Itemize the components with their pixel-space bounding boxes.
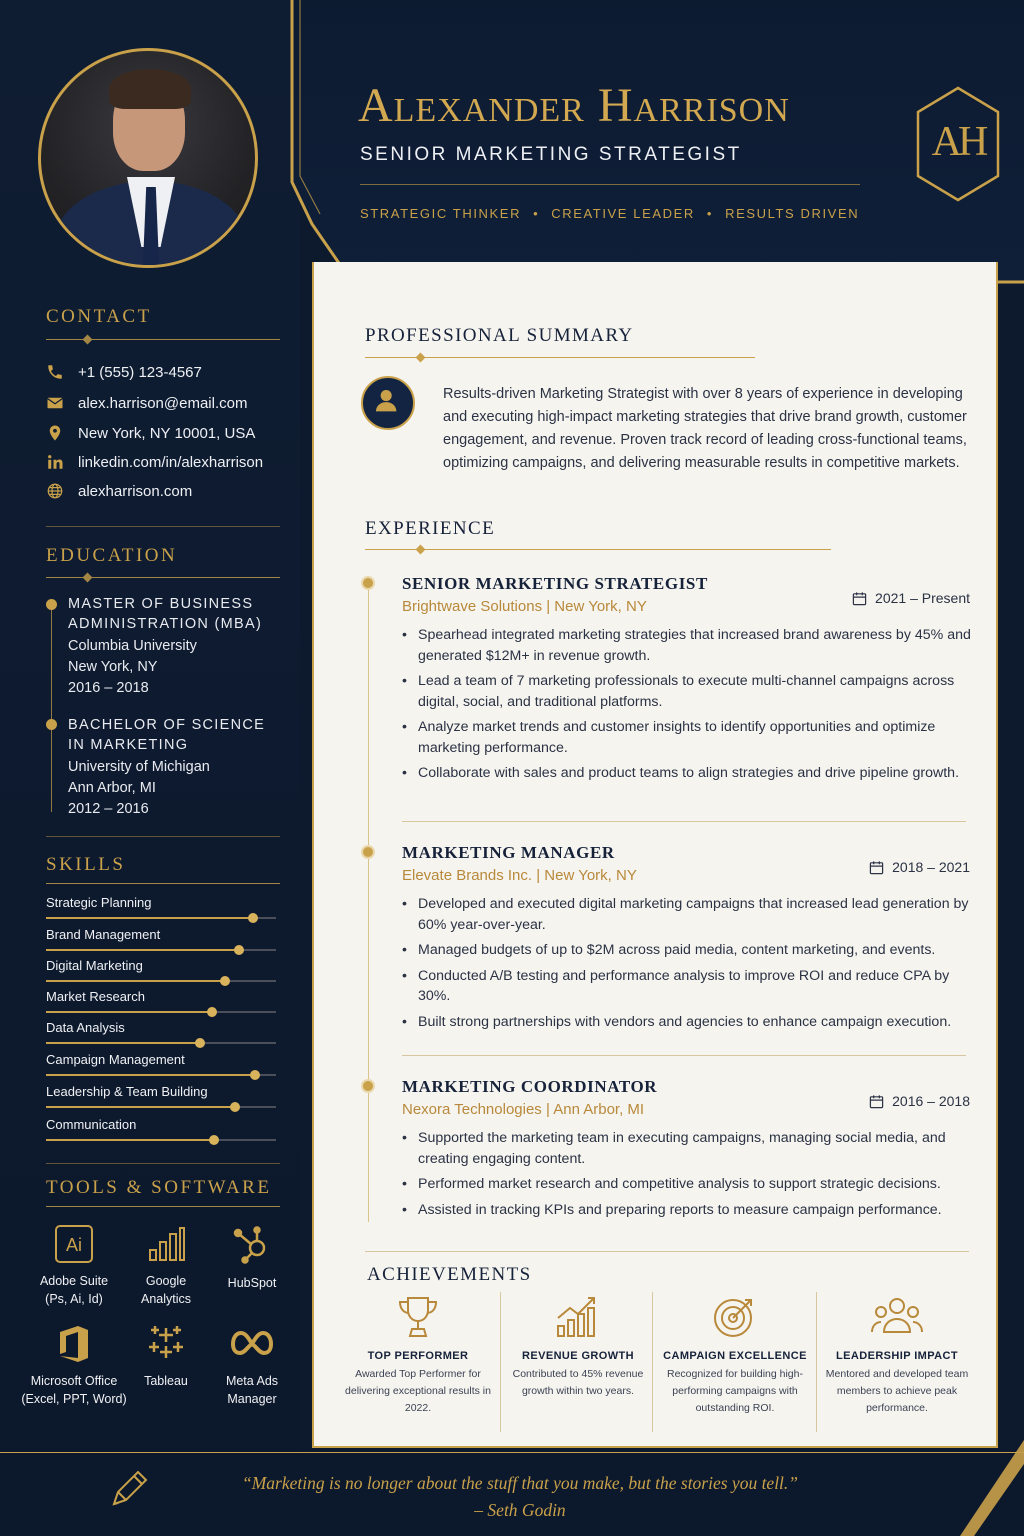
candidate-title: SENIOR MARKETING STRATEGIST — [360, 144, 742, 165]
email-icon — [46, 394, 64, 412]
education-item-mba — [68, 594, 288, 699]
job-entry — [402, 1077, 972, 1225]
job-bullet: • Analyze market trends and customer insights to identify opportunities and optimize marketing performance. — [402, 717, 972, 758]
achievement-title: REVENUE GROWTH — [522, 1350, 634, 1362]
summary-heading: PROFESSIONAL SUMMARY — [365, 325, 634, 346]
job-divider — [402, 1055, 966, 1056]
job-date-text: 2018 – 2021 — [892, 859, 970, 875]
tools-divider — [46, 1206, 280, 1207]
pen-icon — [106, 1466, 152, 1512]
trophy-icon — [394, 1294, 442, 1340]
job-dates — [869, 1093, 970, 1109]
skill-bar-knob — [230, 1102, 240, 1112]
summary-divider — [365, 357, 755, 358]
education-item-bs — [68, 715, 288, 820]
skill-bar — [46, 1139, 276, 1141]
calendar-icon — [869, 860, 884, 875]
job-date-text: 2016 – 2018 — [892, 1093, 970, 1109]
school-name: Columbia University — [68, 638, 197, 654]
job-title: MARKETING MANAGER — [402, 843, 615, 862]
tool-label: Google — [145, 1274, 187, 1288]
job-company: Elevate Brands Inc. | New York, NY — [402, 867, 637, 884]
divider — [46, 836, 280, 837]
timeline-dot — [361, 576, 375, 590]
education-heading: EDUCATION — [46, 545, 178, 566]
contact-email-text: alex.harrison@email.com — [78, 394, 248, 412]
job-bullet: • Lead a team of 7 marketing professionals to execute multi-channel campaigns across digital, social, and traditional platforms. — [402, 671, 972, 712]
job-company: Brightwave Solutions | New York, NY — [402, 598, 647, 615]
skill-item — [46, 1117, 276, 1132]
tool-sublabel: (Excel, PPT, Word) — [21, 1392, 127, 1406]
skill-item — [46, 1020, 276, 1035]
section-divider — [365, 1251, 969, 1252]
degree-title-cont: IN MARKETING — [68, 737, 189, 753]
candidate-name: Alexander Harrison — [358, 79, 790, 132]
skill-bar-fill — [46, 1106, 235, 1108]
skill-bar-knob — [248, 913, 258, 923]
achievement-divider — [500, 1292, 501, 1432]
skill-name: Strategic Planning — [46, 895, 152, 910]
calendar-icon — [869, 1094, 884, 1109]
skill-bar — [46, 917, 276, 919]
job-bullet: • Assisted in tracking KPIs and preparing reports to measure campaign performance. — [402, 1200, 972, 1221]
job-bullet: • Spearhead integrated marketing strategies that increased brand awareness by 45% and generated $12M+ in revenue growth. — [402, 625, 972, 666]
education-years: 2012 – 2016 — [68, 801, 149, 817]
contact-linkedin-text: linkedin.com/in/alexharrison — [78, 453, 264, 471]
job-title: MARKETING COORDINATOR — [402, 1077, 658, 1096]
degree-title: MASTER OF BUSINESS — [68, 596, 254, 612]
achievement-title: TOP PERFORMER — [367, 1350, 469, 1362]
skill-name: Digital Marketing — [46, 958, 143, 973]
achievement-divider — [816, 1292, 817, 1432]
skill-bar-fill — [46, 1011, 212, 1013]
skill-item — [46, 989, 276, 1004]
profile-icon — [361, 376, 415, 430]
footer-quote — [190, 1470, 850, 1524]
analytics-icon — [146, 1224, 186, 1264]
divider — [46, 526, 280, 527]
job-bullet: • Built strong partnerships with vendors and agencies to enhance campaign execution. — [402, 1012, 972, 1033]
school-name: University of Michigan — [68, 759, 210, 775]
team-icon — [871, 1294, 923, 1340]
growth-chart-icon — [554, 1294, 602, 1340]
office-icon — [56, 1324, 92, 1364]
skill-bar-knob — [207, 1007, 217, 1017]
skill-bar — [46, 1011, 276, 1013]
education-dot — [46, 599, 57, 610]
contact-email[interactable] — [46, 391, 247, 415]
footer-corner-ornament — [960, 1440, 1024, 1536]
skill-name: Leadership & Team Building — [46, 1084, 208, 1099]
hubspot-icon — [231, 1222, 273, 1266]
divider — [46, 1163, 280, 1164]
skill-name: Data Analysis — [46, 1020, 125, 1035]
tool-meta-ads — [197, 1324, 307, 1408]
skill-name: Brand Management — [46, 927, 161, 942]
adobe-icon — [54, 1224, 94, 1264]
tools-heading: TOOLS & SOFTWARE — [46, 1177, 272, 1198]
contact-divider — [46, 339, 280, 340]
skill-item — [46, 895, 276, 910]
contact-heading: CONTACT — [46, 306, 152, 327]
job-bullet: • Supported the marketing team in executing campaigns, managing social media, and creating engaging content. — [402, 1128, 972, 1169]
job-date-text: 2021 – Present — [875, 590, 970, 606]
job-bullets — [402, 1128, 972, 1220]
tool-hubspot — [197, 1222, 307, 1292]
job-bullet: • Managed budgets of up to $2M across paid media, content marketing, and events. — [402, 940, 972, 961]
achievement-desc: Awarded Top Performer for delivering exceptional results in 2022. — [345, 1368, 491, 1414]
degree-title: BACHELOR OF SCIENCE — [68, 717, 266, 733]
target-icon — [711, 1294, 759, 1340]
experience-timeline — [368, 590, 369, 1222]
profile-photo — [38, 48, 258, 268]
achievement-desc: Mentored and developed team members to achieve peak performance. — [825, 1368, 969, 1414]
contact-linkedin[interactable] — [46, 450, 263, 474]
skill-item — [46, 927, 276, 942]
tool-label: Meta Ads — [225, 1374, 279, 1388]
skill-item — [46, 958, 276, 973]
location-icon — [46, 424, 64, 442]
tagline-item: STRATEGIC THINKER — [360, 206, 522, 221]
contact-website-text: alexharrison.com — [78, 482, 193, 500]
skill-bar-fill — [46, 1042, 200, 1044]
skill-bar — [46, 980, 276, 982]
skill-bar-fill — [46, 980, 225, 982]
monogram-text: AH — [931, 119, 985, 165]
tableau-icon — [145, 1322, 187, 1364]
skills-heading: SKILLS — [46, 854, 126, 875]
contact-phone[interactable] — [46, 360, 202, 384]
skill-bar — [46, 1106, 276, 1108]
job-dates — [869, 859, 970, 875]
quote-text: “Marketing is no longer about the stuff that you make, but the stories you tell.” — [241, 1473, 799, 1493]
job-entry — [402, 574, 972, 789]
skill-name: Market Research — [46, 989, 145, 1004]
job-entry — [402, 843, 972, 1037]
linkedin-icon — [46, 453, 64, 471]
globe-icon — [46, 482, 64, 500]
achievement-leadership-impact — [822, 1294, 972, 1417]
education-dot — [46, 719, 57, 730]
achievement-title: LEADERSHIP IMPACT — [836, 1350, 958, 1362]
contact-location-text: New York, NY 10001, USA — [78, 424, 256, 442]
timeline-dot — [361, 845, 375, 859]
job-bullet: • Performed market research and competitive analysis to support strategic decisions. — [402, 1174, 972, 1195]
achievement-revenue-growth — [503, 1294, 653, 1400]
job-title: SENIOR MARKETING STRATEGIST — [402, 574, 708, 593]
skill-name: Communication — [46, 1117, 137, 1132]
skill-item — [46, 1052, 276, 1067]
skill-bar-fill — [46, 1074, 255, 1076]
tool-sublabel: Manager — [227, 1392, 277, 1406]
job-bullet: • Collaborate with sales and product teams to align strategies and drive pipeline growth. — [402, 763, 972, 784]
tool-label: Adobe Suite — [39, 1274, 109, 1288]
achievement-desc: Contributed to 45% revenue growth within two years. — [512, 1368, 644, 1397]
achievements-heading: ACHIEVEMENTS — [367, 1264, 532, 1285]
skills-divider — [46, 883, 280, 884]
achievement-desc: Recognized for building high-performing campaigns with outstanding ROI. — [666, 1368, 803, 1414]
job-company: Nexora Technologies | Ann Arbor, MI — [402, 1101, 645, 1118]
calendar-icon — [852, 591, 867, 606]
header-banner — [290, 0, 1024, 282]
tagline-bullet: • — [533, 206, 540, 221]
experience-heading: EXPERIENCE — [365, 518, 496, 539]
contact-website[interactable] — [46, 479, 192, 503]
skill-bar — [46, 1074, 276, 1076]
school-location: New York, NY — [68, 659, 158, 675]
education-divider — [46, 577, 280, 578]
skill-bar — [46, 949, 276, 951]
tagline-item: CREATIVE LEADER — [551, 206, 695, 221]
job-bullets — [402, 894, 972, 1032]
tagline-item: RESULTS DRIVEN — [725, 206, 860, 221]
education-timeline — [51, 600, 52, 812]
tool-sublabel: Analytics — [140, 1292, 192, 1306]
job-dates — [852, 590, 970, 606]
school-location: Ann Arbor, MI — [68, 780, 156, 796]
education-years: 2016 – 2018 — [68, 680, 149, 696]
tool-sublabel: (Ps, Ai, Id) — [45, 1292, 103, 1306]
phone-icon — [46, 363, 64, 381]
quote-author: – Seth Godin — [474, 1500, 566, 1520]
degree-title-cont: ADMINISTRATION (MBA) — [68, 616, 263, 632]
tool-label: Tableau — [144, 1374, 188, 1388]
achievement-top-performer — [343, 1294, 493, 1417]
achievement-divider — [652, 1292, 653, 1432]
job-bullet: • Developed and executed digital marketing campaigns that increased lead generation by 60% year-over-year. — [402, 894, 972, 935]
tool-label: HubSpot — [227, 1276, 277, 1290]
svg-text:Ai: Ai — [65, 1235, 83, 1255]
job-bullets — [402, 625, 972, 784]
skill-bar-fill — [46, 1139, 214, 1141]
skill-name: Campaign Management — [46, 1052, 185, 1067]
tagline — [360, 206, 859, 221]
achievement-campaign-excellence — [660, 1294, 810, 1417]
meta-icon — [229, 1324, 275, 1364]
experience-divider — [365, 549, 831, 550]
skill-bar — [46, 1042, 276, 1044]
contact-phone-text: +1 (555) 123-4567 — [78, 363, 202, 381]
job-divider — [402, 821, 966, 822]
tagline-bullet: • — [706, 206, 714, 221]
skill-bar-fill — [46, 949, 239, 951]
achievement-title: CAMPAIGN EXCELLENCE — [663, 1350, 807, 1362]
skill-item — [46, 1084, 276, 1099]
summary-text: Results-driven Marketing Strategist with over 8 years of experience in developing and executing high-impact marketing strategies that drive brand growth, customer engagement, and revenue. Proven track record of leading cross-functional teams, optimizing campaigns, and delivering measurable results in competitive markets. — [443, 386, 967, 471]
tool-label: Microsoft Office — [30, 1374, 118, 1388]
header-divider — [360, 184, 860, 185]
contact-location — [46, 421, 255, 445]
job-bullet: • Conducted A/B testing and performance analysis to improve ROI and reduce CPA by 30%. — [402, 966, 972, 1007]
timeline-dot — [361, 1079, 375, 1093]
skill-bar-knob — [209, 1135, 219, 1145]
skill-bar-fill — [46, 917, 253, 919]
